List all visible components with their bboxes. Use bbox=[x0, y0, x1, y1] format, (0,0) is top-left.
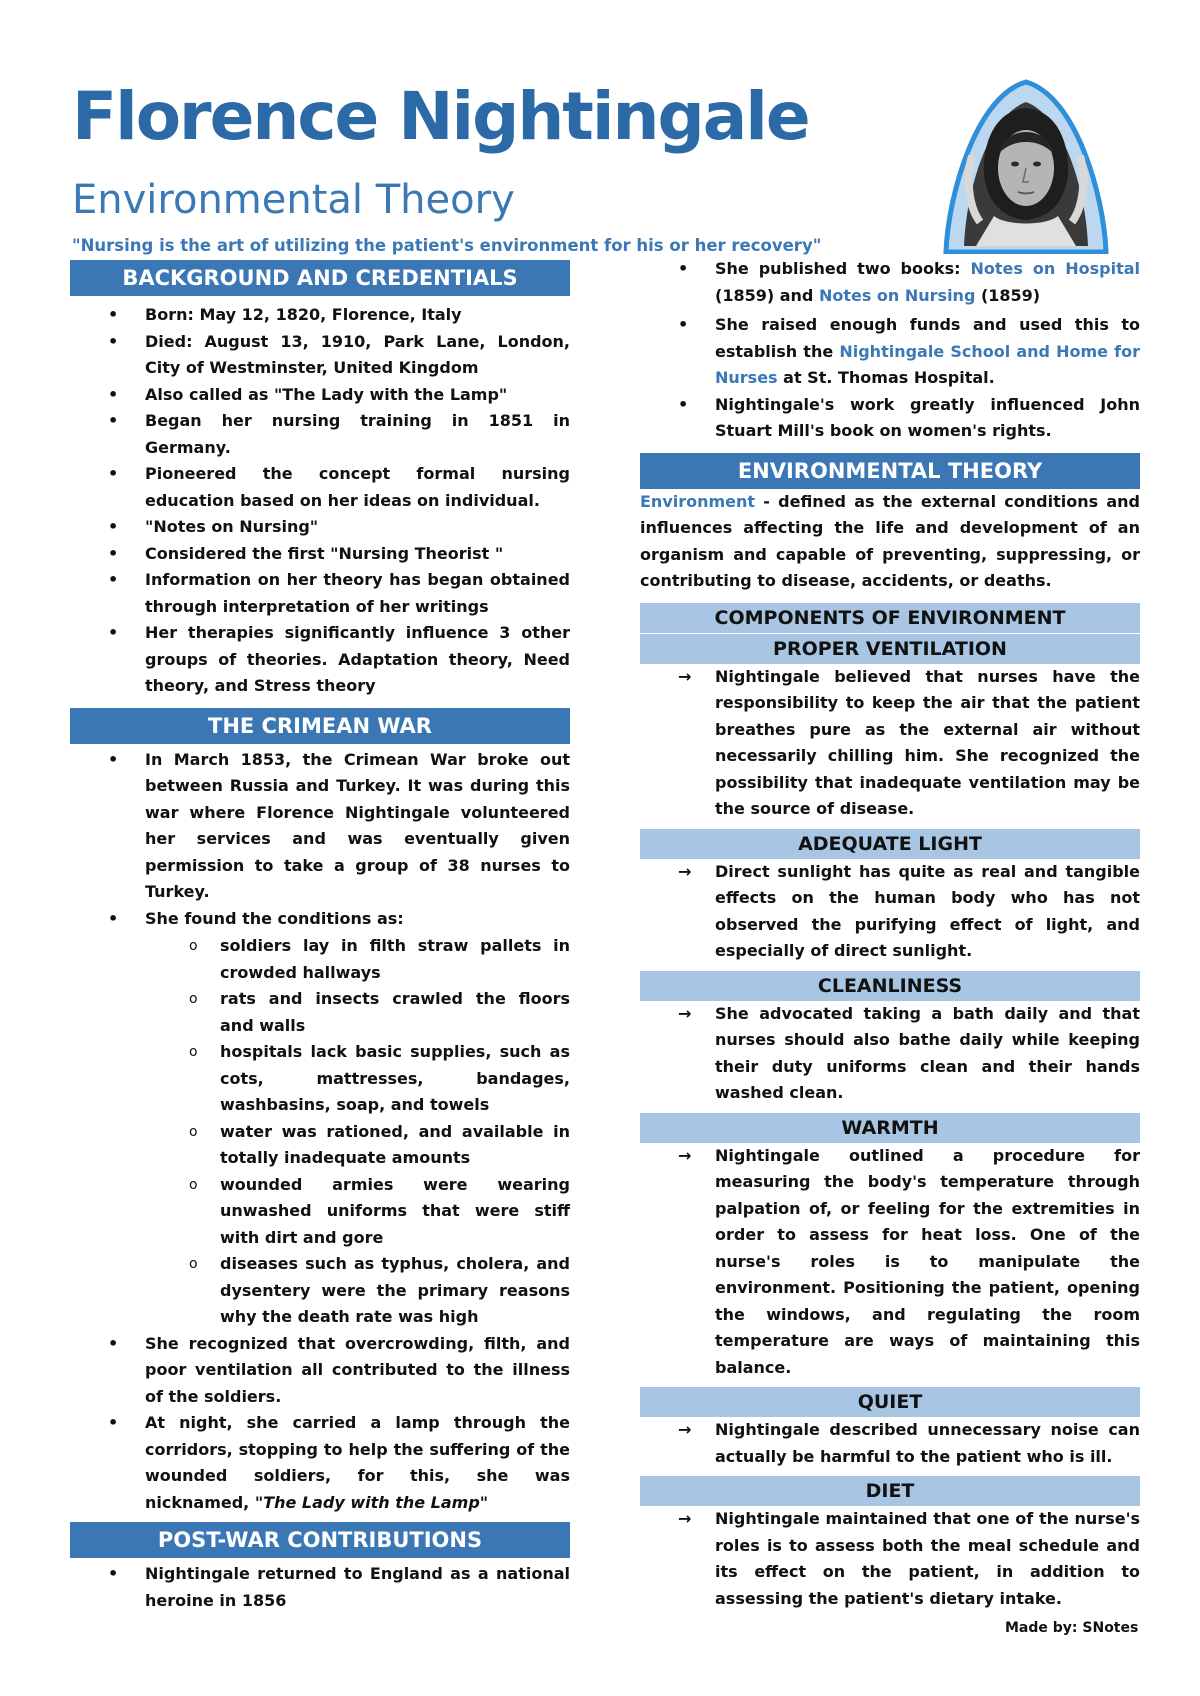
warmth-list bbox=[640, 1143, 1140, 1382]
list-item: → Nightingale described unnecessary noise can actually be harmful to the patient who is ill. bbox=[640, 1417, 1140, 1470]
list-item-text: At night, she carried a lamp through the corridors, stopping to help the suffering of the wounded soldiers, for this, she was nicknamed, bbox=[145, 1413, 570, 1512]
quiet-list bbox=[640, 1417, 1140, 1470]
list-item: • Pioneered the concept formal nursing education based on her ideas on individual. bbox=[70, 461, 570, 514]
list-item: • She recognized that overcrowding, filth, and poor ventilation all contributed to the illness of the soldiers. bbox=[70, 1331, 570, 1411]
footer-credit: Made by: SNotes bbox=[1005, 1620, 1139, 1636]
section-header-post-war: POST-WAR CONTRIBUTIONS bbox=[70, 1522, 570, 1558]
list-item-text: (1859) bbox=[975, 285, 1041, 305]
cleanliness-list bbox=[640, 1001, 1140, 1107]
list-item: → Nightingale believed that nurses have the responsibility to keep the air that the patient breathes pure as the external air without necessarily chilling him. She recognized the possibility that inadequate ventilation may be the source of disease. bbox=[640, 664, 1140, 823]
conditions-list bbox=[145, 933, 570, 1331]
list-item bbox=[70, 1410, 570, 1516]
sub-list-item: o wounded armies were wearing unwashed uniforms that were stiff with dirt and gore bbox=[145, 1172, 570, 1252]
list-item bbox=[640, 256, 1140, 309]
ventilation-list bbox=[640, 664, 1140, 823]
list-item: • In March 1853, the Crimean War broke out between Russia and Turkey. It was during this war where Florence Nightingale volunteered her services and was eventually given permission to take a group of 38 nurses to Turkey. bbox=[70, 747, 570, 906]
left-column bbox=[70, 260, 570, 1614]
crimean-list bbox=[70, 747, 570, 1517]
book-link-notes-on-nursing: Notes on Nursing bbox=[818, 285, 976, 305]
list-item-text: at St. Thomas Hospital. bbox=[777, 368, 995, 387]
definition-text: - defined as the external conditions and influences affecting the life and development of an organism and capable of preventing, suppressing, or contributing to disease, accidents, or deaths. bbox=[640, 491, 1140, 590]
list-item: • Born: May 12, 1820, Florence, Italy bbox=[70, 302, 570, 329]
components-header: COMPONENTS OF ENVIRONMENT bbox=[640, 603, 1140, 633]
section-header-environmental-theory: ENVIRONMENTAL THEORY bbox=[640, 453, 1140, 489]
environment-definition bbox=[640, 489, 1140, 595]
list-item: • "Notes on Nursing" bbox=[70, 514, 570, 541]
ventilation-header: PROPER VENTILATION bbox=[640, 634, 1140, 664]
diet-header: DIET bbox=[640, 1476, 1140, 1506]
book-link-notes-on-hospital: Notes on Hospital bbox=[970, 259, 1140, 278]
light-list bbox=[640, 859, 1140, 965]
sub-list-item: o rats and insects crawled the floors and walls bbox=[145, 986, 570, 1039]
section-header-background: BACKGROUND AND CREDENTIALS bbox=[70, 260, 570, 296]
sub-list-item: o soldiers lay in filth straw pallets in crowded hallways bbox=[145, 933, 570, 986]
page-subtitle: Environmental Theory bbox=[72, 177, 515, 223]
right-column bbox=[640, 256, 1140, 1612]
diet-list bbox=[640, 1506, 1140, 1612]
list-item: • Considered the first "Nursing Theorist " bbox=[70, 541, 570, 568]
postwar-list-left bbox=[70, 1561, 570, 1614]
list-item: • Nightingale returned to England as a national heroine in 1856 bbox=[70, 1561, 570, 1614]
section-header-crimean-war: THE CRIMEAN WAR bbox=[70, 708, 570, 744]
quiet-header: QUIET bbox=[640, 1387, 1140, 1417]
background-list bbox=[70, 302, 570, 700]
list-item: • Information on her theory has began obtained through interpretation of her writings bbox=[70, 567, 570, 620]
list-item: • Died: August 13, 1910, Park Lane, London, City of Westminster, United Kingdom bbox=[70, 329, 570, 382]
list-item: • Her therapies significantly influence 3 other groups of theories. Adaptation theory, Need theory, and Stress theory bbox=[70, 620, 570, 700]
list-item bbox=[70, 906, 570, 1331]
list-item-text: She found the conditions as: bbox=[145, 908, 404, 928]
list-item: • Also called as "The Lady with the Lamp" bbox=[70, 382, 570, 409]
list-item: → Direct sunlight has quite as real and tangible effects on the human body who has not observed the purifying effect of light, and especially of direct sunlight. bbox=[640, 859, 1140, 965]
list-item-text: (1859) and bbox=[715, 285, 819, 305]
list-item bbox=[640, 312, 1140, 392]
sub-list-item: o water was rationed, and available in totally inadequate amounts bbox=[145, 1119, 570, 1172]
list-item: → She advocated taking a bath daily and that nurses should also bathe daily while keeping their duty uniforms clean and their hands washed clean. bbox=[640, 1001, 1140, 1107]
list-item-text: She published two books: bbox=[715, 259, 971, 278]
warmth-header: WARMTH bbox=[640, 1113, 1140, 1143]
school-link: Nightingale School and Home for Nurses bbox=[715, 341, 1141, 387]
list-item: • Nightingale's work greatly influenced John Stuart Mill's book on women's rights. bbox=[640, 392, 1140, 445]
list-item: • Began her nursing training in 1851 in Germany. bbox=[70, 408, 570, 461]
list-item-text: She raised enough funds and used this to establish the bbox=[715, 315, 1140, 361]
quote: "Nursing is the art of utilizing the patient's environment for his or her recovery" bbox=[72, 236, 822, 255]
sub-list-item: o hospitals lack basic supplies, such as cots, mattresses, bandages, washbasins, soap, and towels bbox=[145, 1039, 570, 1119]
list-item: → Nightingale outlined a procedure for measuring the body's temperature through palpation of, or feeling for the extremities in order to assess for heat loss. One of the nurse's roles is to manipulate the environment. Positioning the patient, opening the windows, and regulating the room temperature are ways of maintaining this balance. bbox=[640, 1143, 1140, 1382]
light-header: ADEQUATE LIGHT bbox=[640, 829, 1140, 859]
cleanliness-header: CLEANLINESS bbox=[640, 971, 1140, 1001]
list-item: → Nightingale maintained that one of the nurse's roles is to assess both the meal schedule and its effect on the patient, in addition to assessing the patient's dietary intake. bbox=[640, 1506, 1140, 1612]
sub-list-item: o diseases such as typhus, cholera, and dysentery were the primary reasons why the death rate was high bbox=[145, 1251, 570, 1331]
postwar-list-right bbox=[640, 256, 1140, 445]
page-title: Florence Nightingale bbox=[72, 78, 809, 155]
nickname: "The Lady with the Lamp" bbox=[254, 1492, 489, 1512]
portrait-image bbox=[926, 76, 1126, 254]
environment-term: Environment bbox=[640, 491, 756, 511]
